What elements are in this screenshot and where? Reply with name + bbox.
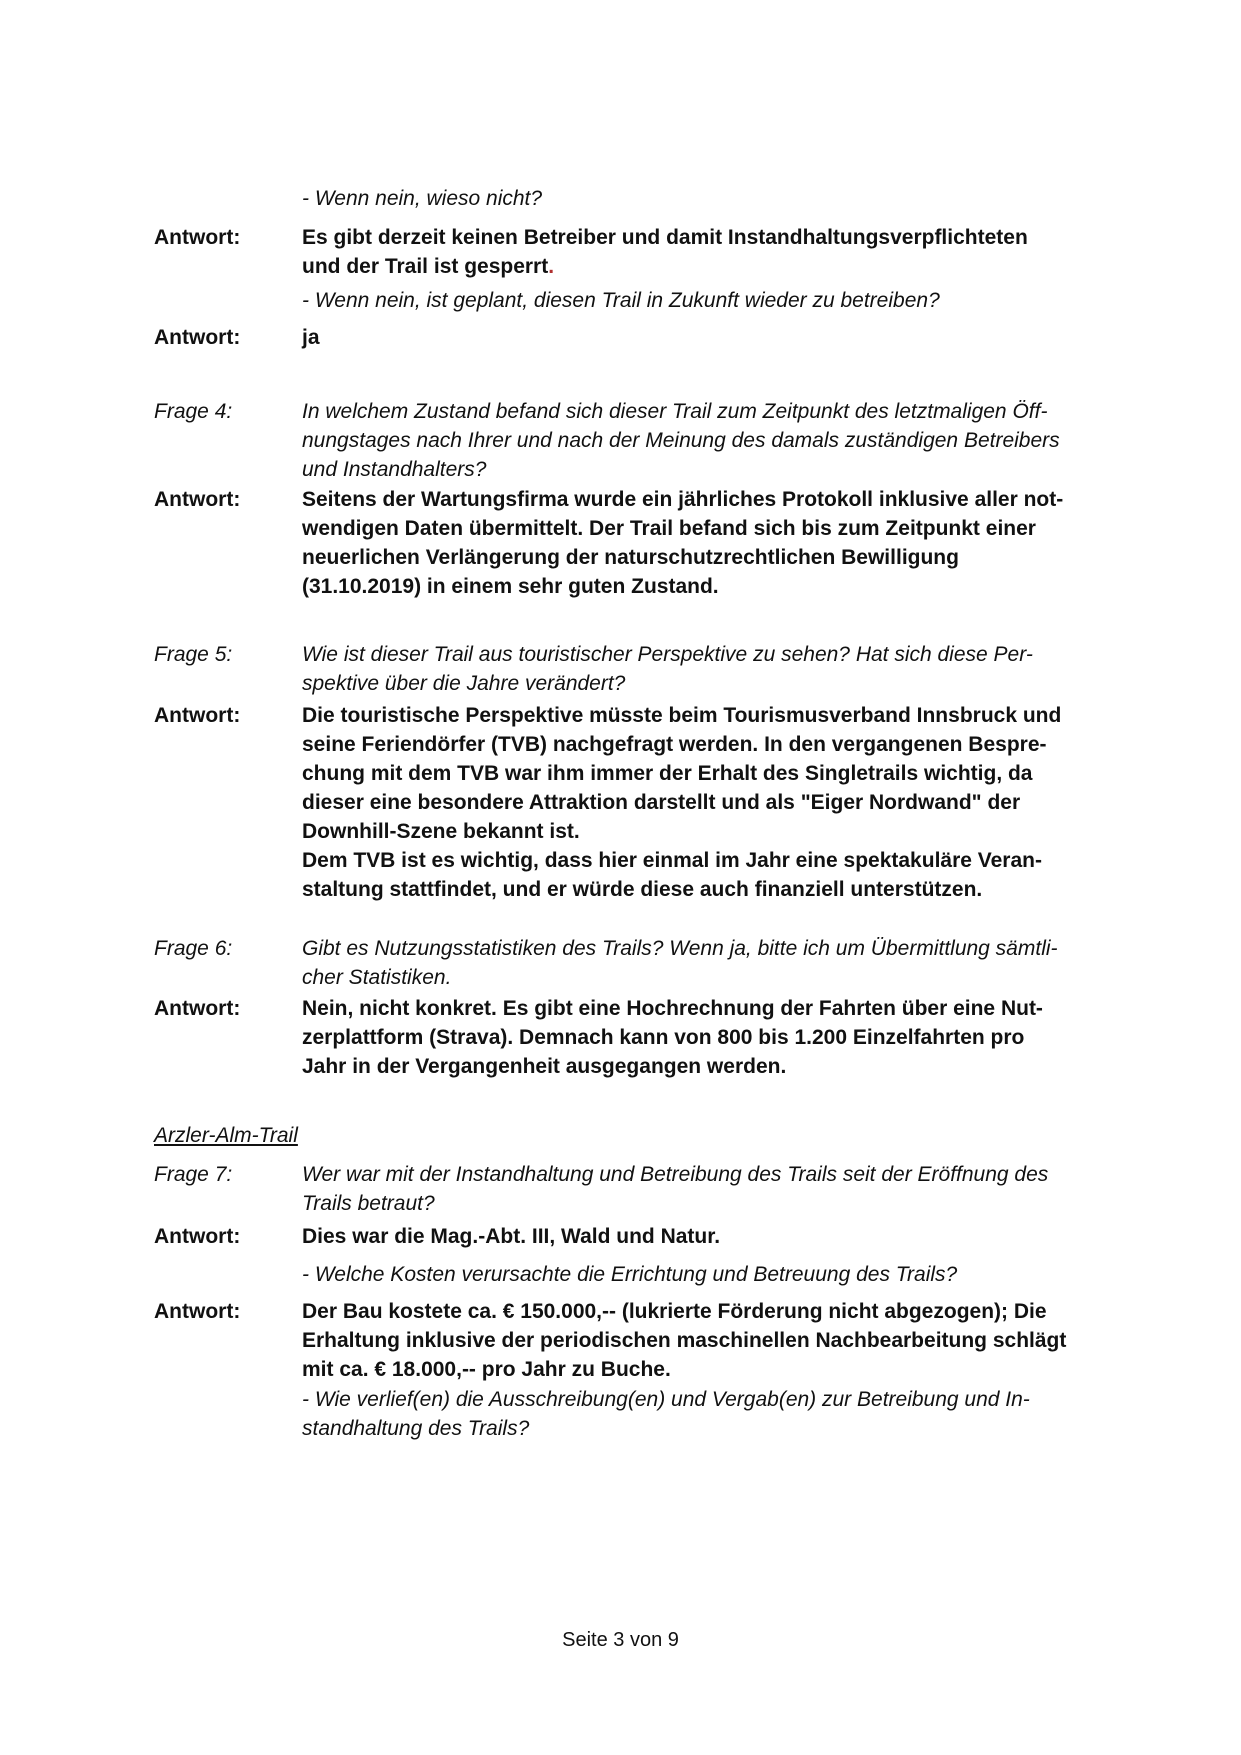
answer-text: [302, 1297, 1241, 1384]
text-line: ja: [302, 326, 320, 349]
answer-text: [302, 323, 1241, 352]
trailing-mark: .: [548, 255, 555, 278]
page-footer: Seite 3 von 9: [562, 1629, 679, 1651]
answer-label: Antwort:: [154, 226, 241, 249]
text-line: - Wenn nein, ist geplant, diesen Trail in Zukunft wieder zu betreiben?: [302, 289, 940, 312]
text-line: nungstages nach Ihrer und nach der Meinung des damals zuständigen Betreibers: [302, 429, 1060, 452]
text-line: zerplattform (Strava). Demnach kann von 800 bis 1.200 Einzelfahrten pro: [302, 1026, 1025, 1049]
question-text: [302, 286, 1241, 315]
question-label: Frage 5:: [154, 643, 233, 666]
text-line: staltung stattfindet, und er würde diese auch finanziell unterstützen.: [302, 878, 983, 901]
question-text: [302, 934, 1241, 992]
answer-text: [302, 485, 1241, 601]
text-line: Seitens der Wartungsfirma wurde ein jährliches Protokoll inklusive aller not-: [302, 488, 1064, 511]
text-line: mit ca. € 18.000,-- pro Jahr zu Buche.: [302, 1358, 671, 1381]
text-line: wendigen Daten übermittelt. Der Trail befand sich bis zum Zeitpunkt einer: [302, 517, 1036, 540]
question-label: Frage 7:: [154, 1163, 233, 1186]
question-text: [302, 184, 1241, 213]
text-line: Die touristische Perspektive müsste beim Tourismusverband Innsbruck und: [302, 704, 1062, 727]
question-text: [302, 1385, 1241, 1443]
text-line: cher Statistiken.: [302, 966, 452, 989]
text-line: und der Trail ist gesperrt.: [302, 255, 555, 278]
answer-label: Antwort:: [154, 997, 241, 1020]
question-label: Frage 4:: [154, 400, 233, 423]
text-line: Es gibt derzeit keinen Betreiber und damit Instandhaltungsverpflichteten: [302, 226, 1028, 249]
answer-label: Antwort:: [154, 1225, 241, 1248]
text-line: Jahr in der Vergangenheit ausgegangen werden.: [302, 1055, 787, 1078]
text-line: seine Feriendörfer (TVB) nachgefragt werden. In den vergangenen Bespre-: [302, 733, 1047, 756]
answer-text: [302, 223, 1241, 281]
text-line: Dem TVB ist es wichtig, dass hier einmal im Jahr eine spektakuläre Veran-: [302, 849, 1042, 872]
answer-text: [302, 994, 1241, 1081]
text-line: Downhill-Szene bekannt ist.: [302, 820, 580, 843]
answer-label: Antwort:: [154, 704, 241, 727]
text-line: und Instandhalters?: [302, 458, 487, 481]
section-heading: Arzler-Alm-Trail: [154, 1124, 298, 1147]
text-line: neuerlichen Verlängerung der naturschutzrechtlichen Bewilligung: [302, 546, 959, 569]
text-line: - Wenn nein, wieso nicht?: [302, 187, 543, 210]
text-line: Trails betraut?: [302, 1192, 435, 1215]
answer-text: [302, 701, 1241, 904]
text-line: standhaltung des Trails?: [302, 1417, 530, 1440]
text-line: Wer war mit der Instandhaltung und Betreibung des Trails seit der Eröffnung des: [302, 1163, 1049, 1186]
question-label: Frage 6:: [154, 937, 233, 960]
text-line: Nein, nicht konkret. Es gibt eine Hochrechnung der Fahrten über eine Nut-: [302, 997, 1043, 1020]
text-line: Erhaltung inklusive der periodischen maschinellen Nachbearbeitung schlägt: [302, 1329, 1067, 1352]
answer-text: [302, 1222, 1241, 1251]
question-text: [302, 640, 1241, 698]
text-line: spektive über die Jahre verändert?: [302, 672, 626, 695]
question-text: [302, 1160, 1241, 1218]
text-line: Gibt es Nutzungsstatistiken des Trails? Wenn ja, bitte ich um Übermittlung sämtli-: [302, 937, 1058, 960]
text-line: Wie ist dieser Trail aus touristischer Perspektive zu sehen? Hat sich diese Per-: [302, 643, 1033, 666]
question-text: [302, 1260, 1241, 1289]
answer-label: Antwort:: [154, 326, 241, 349]
text-line: In welchem Zustand befand sich dieser Trail zum Zeitpunkt des letztmaligen Öff-: [302, 400, 1048, 423]
text-line: chung mit dem TVB war ihm immer der Erhalt des Singletrails wichtig, da: [302, 762, 1033, 785]
text-line: Der Bau kostete ca. € 150.000,-- (lukrierte Förderung nicht abgezogen); Die: [302, 1300, 1047, 1323]
text-line: dieser eine besondere Attraktion darstellt und als "Eiger Nordwand" der: [302, 791, 1021, 814]
answer-label: Antwort:: [154, 488, 241, 511]
text-line: (31.10.2019) in einem sehr guten Zustand.: [302, 575, 719, 598]
answer-label: Antwort:: [154, 1300, 241, 1323]
text-line: Dies war die Mag.-Abt. III, Wald und Natur.: [302, 1225, 721, 1248]
text-line: - Wie verlief(en) die Ausschreibung(en) und Vergab(en) zur Betreibung und In-: [302, 1388, 1030, 1411]
question-text: [302, 397, 1241, 484]
text-line: - Welche Kosten verursachte die Errichtung und Betreuung des Trails?: [302, 1263, 958, 1286]
